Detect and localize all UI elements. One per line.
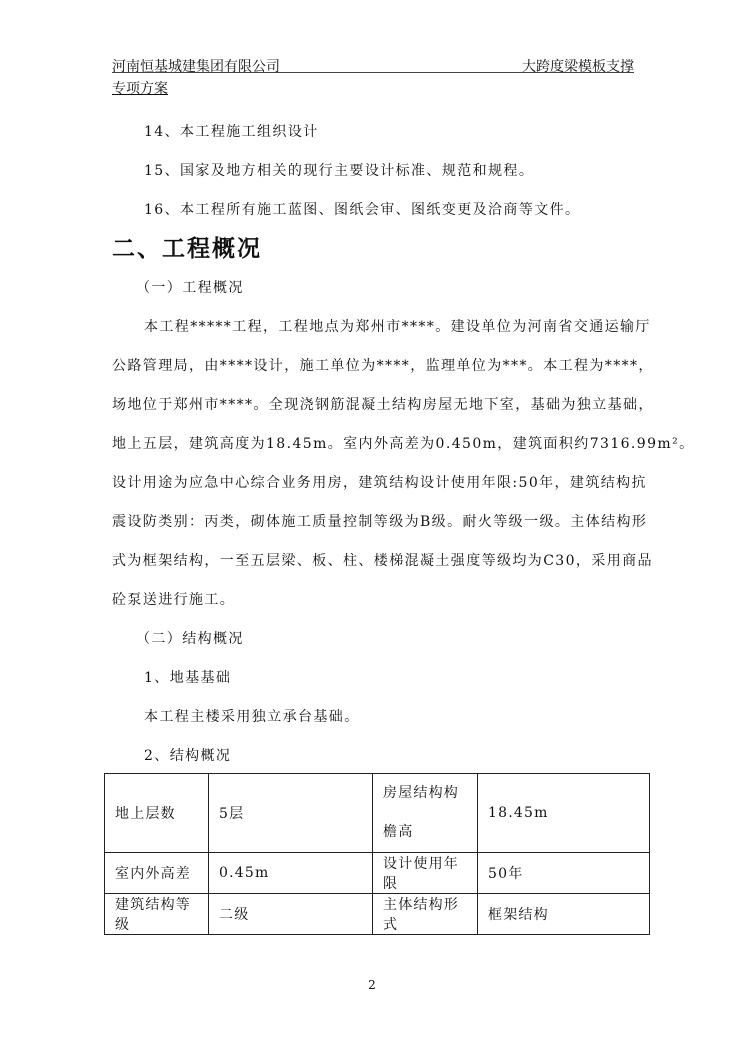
table-cell: 5层	[209, 774, 373, 853]
header-rule	[112, 72, 634, 73]
paragraph-line: 场地位于郑州市****。全现浇钢筋混凝土结构房屋无地下室，基础为独立基础，	[112, 397, 654, 413]
item-text: 本工程主楼采用独立承台基础。	[144, 709, 360, 725]
table-cell: 框架结构	[478, 894, 650, 935]
header-title-cont: 专项方案	[112, 81, 168, 97]
header-company: 河南恒基城建集团有限公司	[112, 59, 280, 75]
paragraph-line: 地上五层，建筑高度为18.45m。室内外高差为0.450m，建筑面积约7316.99m²。	[112, 436, 695, 452]
table-row	[105, 853, 650, 894]
list-item: 16、本工程所有施工蓝图、图纸会审、图纸变更及洽商等文件。	[144, 202, 581, 218]
table-cell: 房屋结构构檐高	[373, 774, 478, 853]
table-cell: 地上层数	[105, 774, 209, 853]
subsection-heading: （二）结构概况	[136, 631, 244, 647]
table-cell: 0.45m	[209, 853, 373, 894]
item-heading: 1、地基基础	[144, 670, 232, 686]
page-number: 2	[368, 978, 376, 992]
paragraph-line: 设计用途为应急中心综合业务用房，建筑结构设计使用年限:50年，建筑结构抗	[112, 475, 647, 491]
list-item: 14、本工程施工组织设计	[144, 124, 319, 140]
table-row	[105, 894, 650, 935]
header-title: 大跨度梁模板支撑	[522, 59, 634, 75]
paragraph-line: 公路管理局，由****设计，施工单位为****，监理单位为***。本工程为****，	[112, 358, 654, 374]
table-cell: 二级	[209, 894, 373, 935]
structure-table	[104, 773, 650, 935]
paragraph-line: 式为框架结构，一至五层梁、板、柱、楼梯混凝土强度等级均为C30，采用商品	[112, 553, 653, 569]
paragraph-line: 震设防类别：丙类，砌体施工质量控制等级为B级。耐火等级一级。主体结构形	[112, 514, 648, 530]
table-cell: 18.45m	[478, 774, 650, 853]
table-cell: 设计使用年限	[373, 853, 478, 894]
table-cell: 主体结构形式	[373, 894, 478, 935]
section-heading: 二、工程概况	[112, 235, 262, 262]
table-cell: 50年	[478, 853, 650, 894]
table-cell: 室内外高差	[105, 853, 209, 894]
paragraph-line: 砼泵送进行施工。	[112, 592, 236, 608]
table-cell: 建筑结构等级	[105, 894, 209, 935]
subsection-heading: （一）工程概况	[136, 280, 244, 296]
item-heading: 2、结构概况	[144, 748, 232, 764]
table-row	[105, 774, 650, 853]
paragraph-line: 本工程*****工程，工程地点为郑州市****。建设单位为河南省交通运输厅	[144, 319, 651, 335]
list-item: 15、国家及地方相关的现行主要设计标准、规范和规程。	[144, 163, 535, 179]
